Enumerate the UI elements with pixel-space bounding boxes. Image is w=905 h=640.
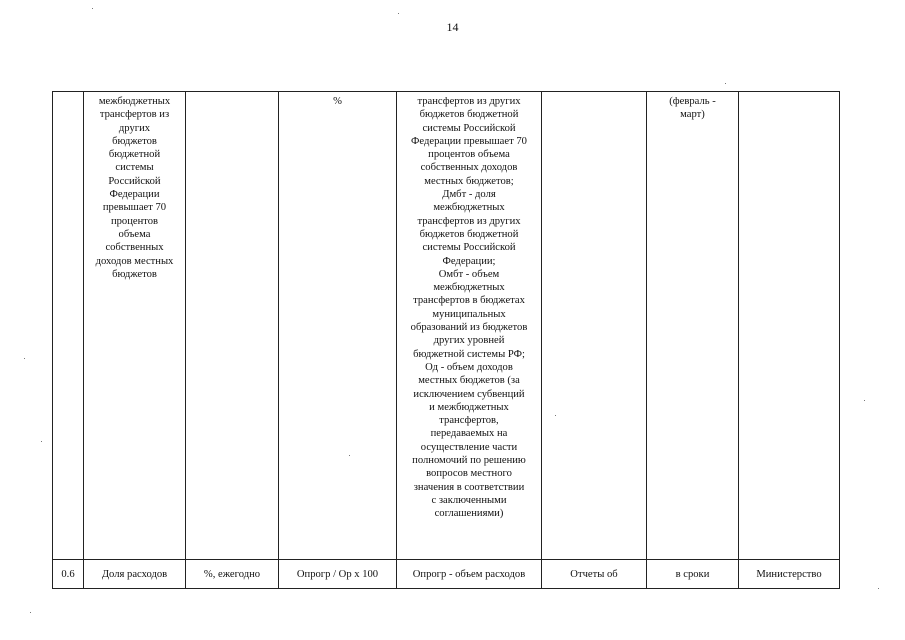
- cell-source: Отчеты об: [542, 560, 647, 589]
- cell-period: (февраль - март): [647, 92, 739, 560]
- scan-speck: [24, 358, 25, 359]
- scan-speck: [398, 13, 399, 14]
- scan-speck: [41, 441, 42, 442]
- scan-speck: [349, 455, 350, 456]
- cell-indicator: Доля расходов: [84, 560, 186, 589]
- cell-source: [542, 92, 647, 560]
- cell-number: 0.6: [53, 560, 84, 589]
- scan-speck: [725, 83, 726, 84]
- cell-number: [53, 92, 84, 560]
- cell-indicator: межбюджетных трансфертов из других бюджетов бюджетной системы Российской Федерации превышает 70 процентов объема собственных доходов местных бюджетов: [84, 92, 186, 560]
- scan-speck: [864, 400, 865, 401]
- cell-responsible: Министерство: [739, 560, 840, 589]
- cell-responsible: [739, 92, 840, 560]
- cell-formula: Опрогр / Ор х 100: [279, 560, 397, 589]
- table-row: [53, 92, 840, 560]
- cell-definition: Опрогр - объем расходов: [397, 560, 542, 589]
- cell-unit: [186, 92, 279, 560]
- scan-speck: [30, 612, 31, 613]
- cell-unit: %, ежегодно: [186, 560, 279, 589]
- cell-formula: %: [279, 92, 397, 560]
- indicators-table: [52, 91, 840, 589]
- table-row: [53, 560, 840, 589]
- cell-definition: трансфертов из других бюджетов бюджетной системы Российской Федерации превышает 70 процентов объема собственных доходов местных бюджетов; Дмбт - доля межбюджетных трансфертов из других бюджетов бюджетной системы Российской Федерации; Омбт - объем межбюджетных трансфертов в бюджетах муниципальных образований из бюджетов других уровней бюджетной системы РФ; Од - объем доходов местных бюджетов (за исключением субвенций и межбюджетных трансфертов, передаваемых на осуществление части полномочий по решению вопросов местного значения в соответствии с заключенными соглашениями): [397, 92, 542, 560]
- scan-speck: [92, 8, 93, 9]
- scan-speck: [878, 588, 879, 589]
- scan-speck: [555, 415, 556, 416]
- page-number: 14: [446, 20, 459, 34]
- cell-period: в сроки: [647, 560, 739, 589]
